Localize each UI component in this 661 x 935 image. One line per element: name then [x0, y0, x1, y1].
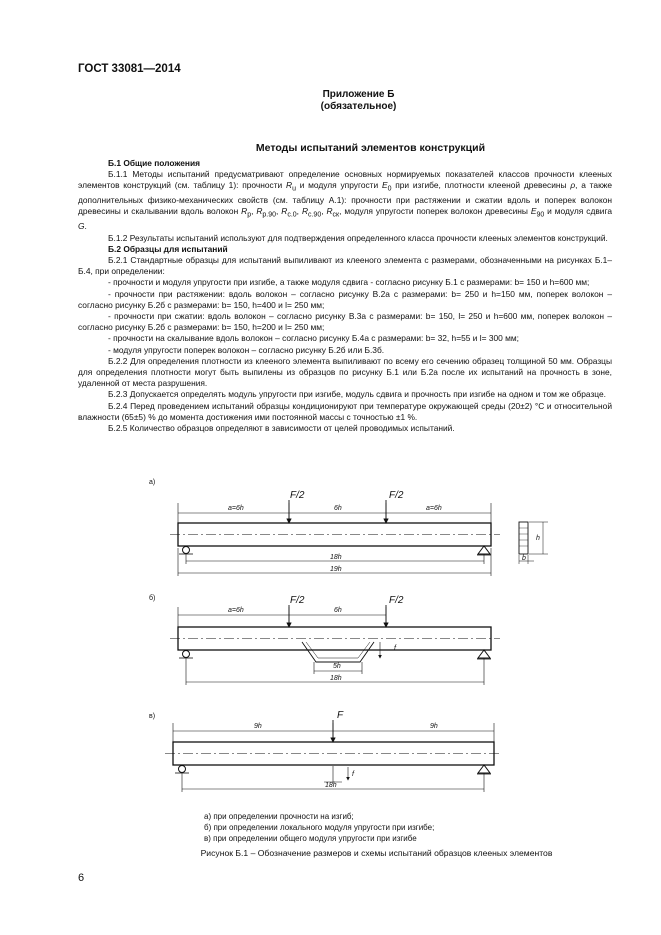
figure-b1	[0, 470, 661, 810]
paragraph: Б.2.4 Перед проведением испытаний образцы кондиционируют при температуре окружающей среды (20±2) °С и относительной влажности (65±5) % до момента достижения ими постоянной массы с точностью ±1 %.	[78, 400, 612, 422]
paragraph: Б.1.1 Методы испытаний предусматривают определение основных нормируемых показателей классов прочности клееных элементов конструкций (см. таблицу 1): прочности $R_u$ и модуля упругости $E_0$ при изгибе, плотности клееной древесины ρ, а также дополнительных физико-механических свойств (см. таблицу А.1): прочности при растяжении и сжатии вдоль и поперек волокон древесины и скалывании вдоль волокон $R_p$, $R_{p.90}$, $R_{c.0}$, $R_{c.90}$, $R_{ск}$, модуля упругости поперек волокон древесины $E_{90}$ и модуля сдвига G.	[78, 169, 613, 232]
subsection-heading: Б.1 Общие положения	[108, 158, 200, 168]
dim-a-d1: a=6h	[228, 505, 244, 512]
load-a-right: F/2	[389, 490, 404, 501]
figure-title: Рисунок Б.1 – Обозначение размеров и схемы испытаний образцов клееных элементов	[200, 848, 553, 858]
paragraph: Б.2.1 Стандартные образцы для испытаний выпиливают из клееного элемента с размерами, обозначенными на рисунках Б.1–Б.4, при определении:	[78, 254, 612, 277]
diagram-c	[149, 710, 502, 792]
dim-b-f: f	[394, 645, 396, 652]
dim-b-d2: 6h	[334, 607, 342, 614]
paragraph: Б.2.5 Количество образцов определяют в зависимости от целей проводимых испытаний.	[108, 423, 455, 434]
paragraph: - прочности при растяжении: вдоль волокон – согласно рисунку В.2а с размерами: b= 250 и h=150 мм, поперек волокон – согласно рисунку Б.2б с размерами: b= 150, h=400 и l= 250 мм;	[78, 288, 612, 310]
diagram-b-label: б)	[149, 595, 156, 602]
annex-subtitle: (обязательное)	[320, 101, 397, 112]
dim-a-span: 18h	[330, 554, 342, 561]
dim-b-inner: 5h	[333, 663, 341, 670]
annex-heading	[0, 89, 661, 113]
page-number: 6	[78, 872, 85, 884]
diagram-c-label: в)	[149, 713, 156, 720]
dim-b-span: 18h	[330, 675, 342, 682]
dim-c-d1: 9h	[254, 723, 262, 730]
paragraph: - прочности на скалывание вдоль волокон – согласно рисунку Б.4а с размерами: b= 32, h=55 и l= 300 мм;	[108, 333, 519, 344]
caption-a: а) при определении прочности на изгиб;	[204, 812, 354, 821]
subsection-heading: Б.2 Образцы для испытаний	[108, 243, 228, 254]
paragraph: - прочности при сжатии: вдоль волокон – согласно рисунку В.3а с размерами: b= 150, l= 250 и h=600 мм, поперек волокон – согласно рисунку Б.2б с размерами: b= 150, h=200 и l= 250 мм;	[78, 310, 612, 333]
document-header: ГОСТ 33081—2014	[78, 63, 181, 75]
paragraph: - прочности и модуля упругости при изгибе, а также модуля сдвига - согласно рисунку Б.1 с размерами: b= 150 и h=600 мм;	[108, 277, 590, 288]
dim-c-f: f	[352, 771, 354, 778]
dim-c-d2: 9h	[430, 723, 438, 730]
diagram-a	[149, 479, 548, 576]
dim-h: h	[536, 535, 540, 542]
dim-b: b	[522, 555, 526, 562]
dim-a-d3: a=6h	[426, 505, 442, 512]
section-title: Методы испытаний элементов конструкций	[255, 142, 486, 154]
annex-title: Приложение Б	[322, 89, 395, 100]
dim-a-d2: 6h	[334, 505, 342, 512]
body-text	[78, 158, 612, 434]
paragraph: - модуля упругости поперек волокон – согласно рисунку Б.2б или Б.3б.	[108, 344, 385, 355]
paragraph: Б.2.2 Для определения плотности из клееного элемента выпиливают по всему его сечению образец толщиной 50 мм. Образцы для определения плотности могут быть выпилены из образцов по рисунку Б.1 или Б.2а после их испытаний на прочность в зоне, удаленной от места разрушения.	[78, 355, 612, 389]
cross-section	[519, 522, 548, 564]
caption-c: в) при определении общего модуля упругости при изгибе	[204, 834, 417, 843]
diagram-a-label: а)	[149, 479, 156, 486]
dim-c-span: 18h	[325, 782, 337, 789]
dim-b-d1: a=6h	[228, 607, 244, 614]
paragraph: Б.1.2 Результаты испытаний используют для подтверждения определенного класса прочности клееных элементов конструкций.	[108, 232, 608, 243]
load-a-left: F/2	[290, 490, 305, 501]
paragraph: Б.2.3 Допускается определять модуль упругости при изгибе, модуль сдвига и прочность при изгибе на одном и том же образце.	[108, 389, 606, 400]
diagram-b	[149, 594, 500, 685]
load-b-left: F/2	[290, 595, 305, 606]
caption-b: б) при определении локального модуля упругости при изгибе;	[204, 823, 435, 832]
dim-a-total: 19h	[330, 566, 342, 573]
load-c: F	[337, 710, 344, 721]
load-b-right: F/2	[389, 595, 404, 606]
figure-captions	[204, 811, 434, 844]
